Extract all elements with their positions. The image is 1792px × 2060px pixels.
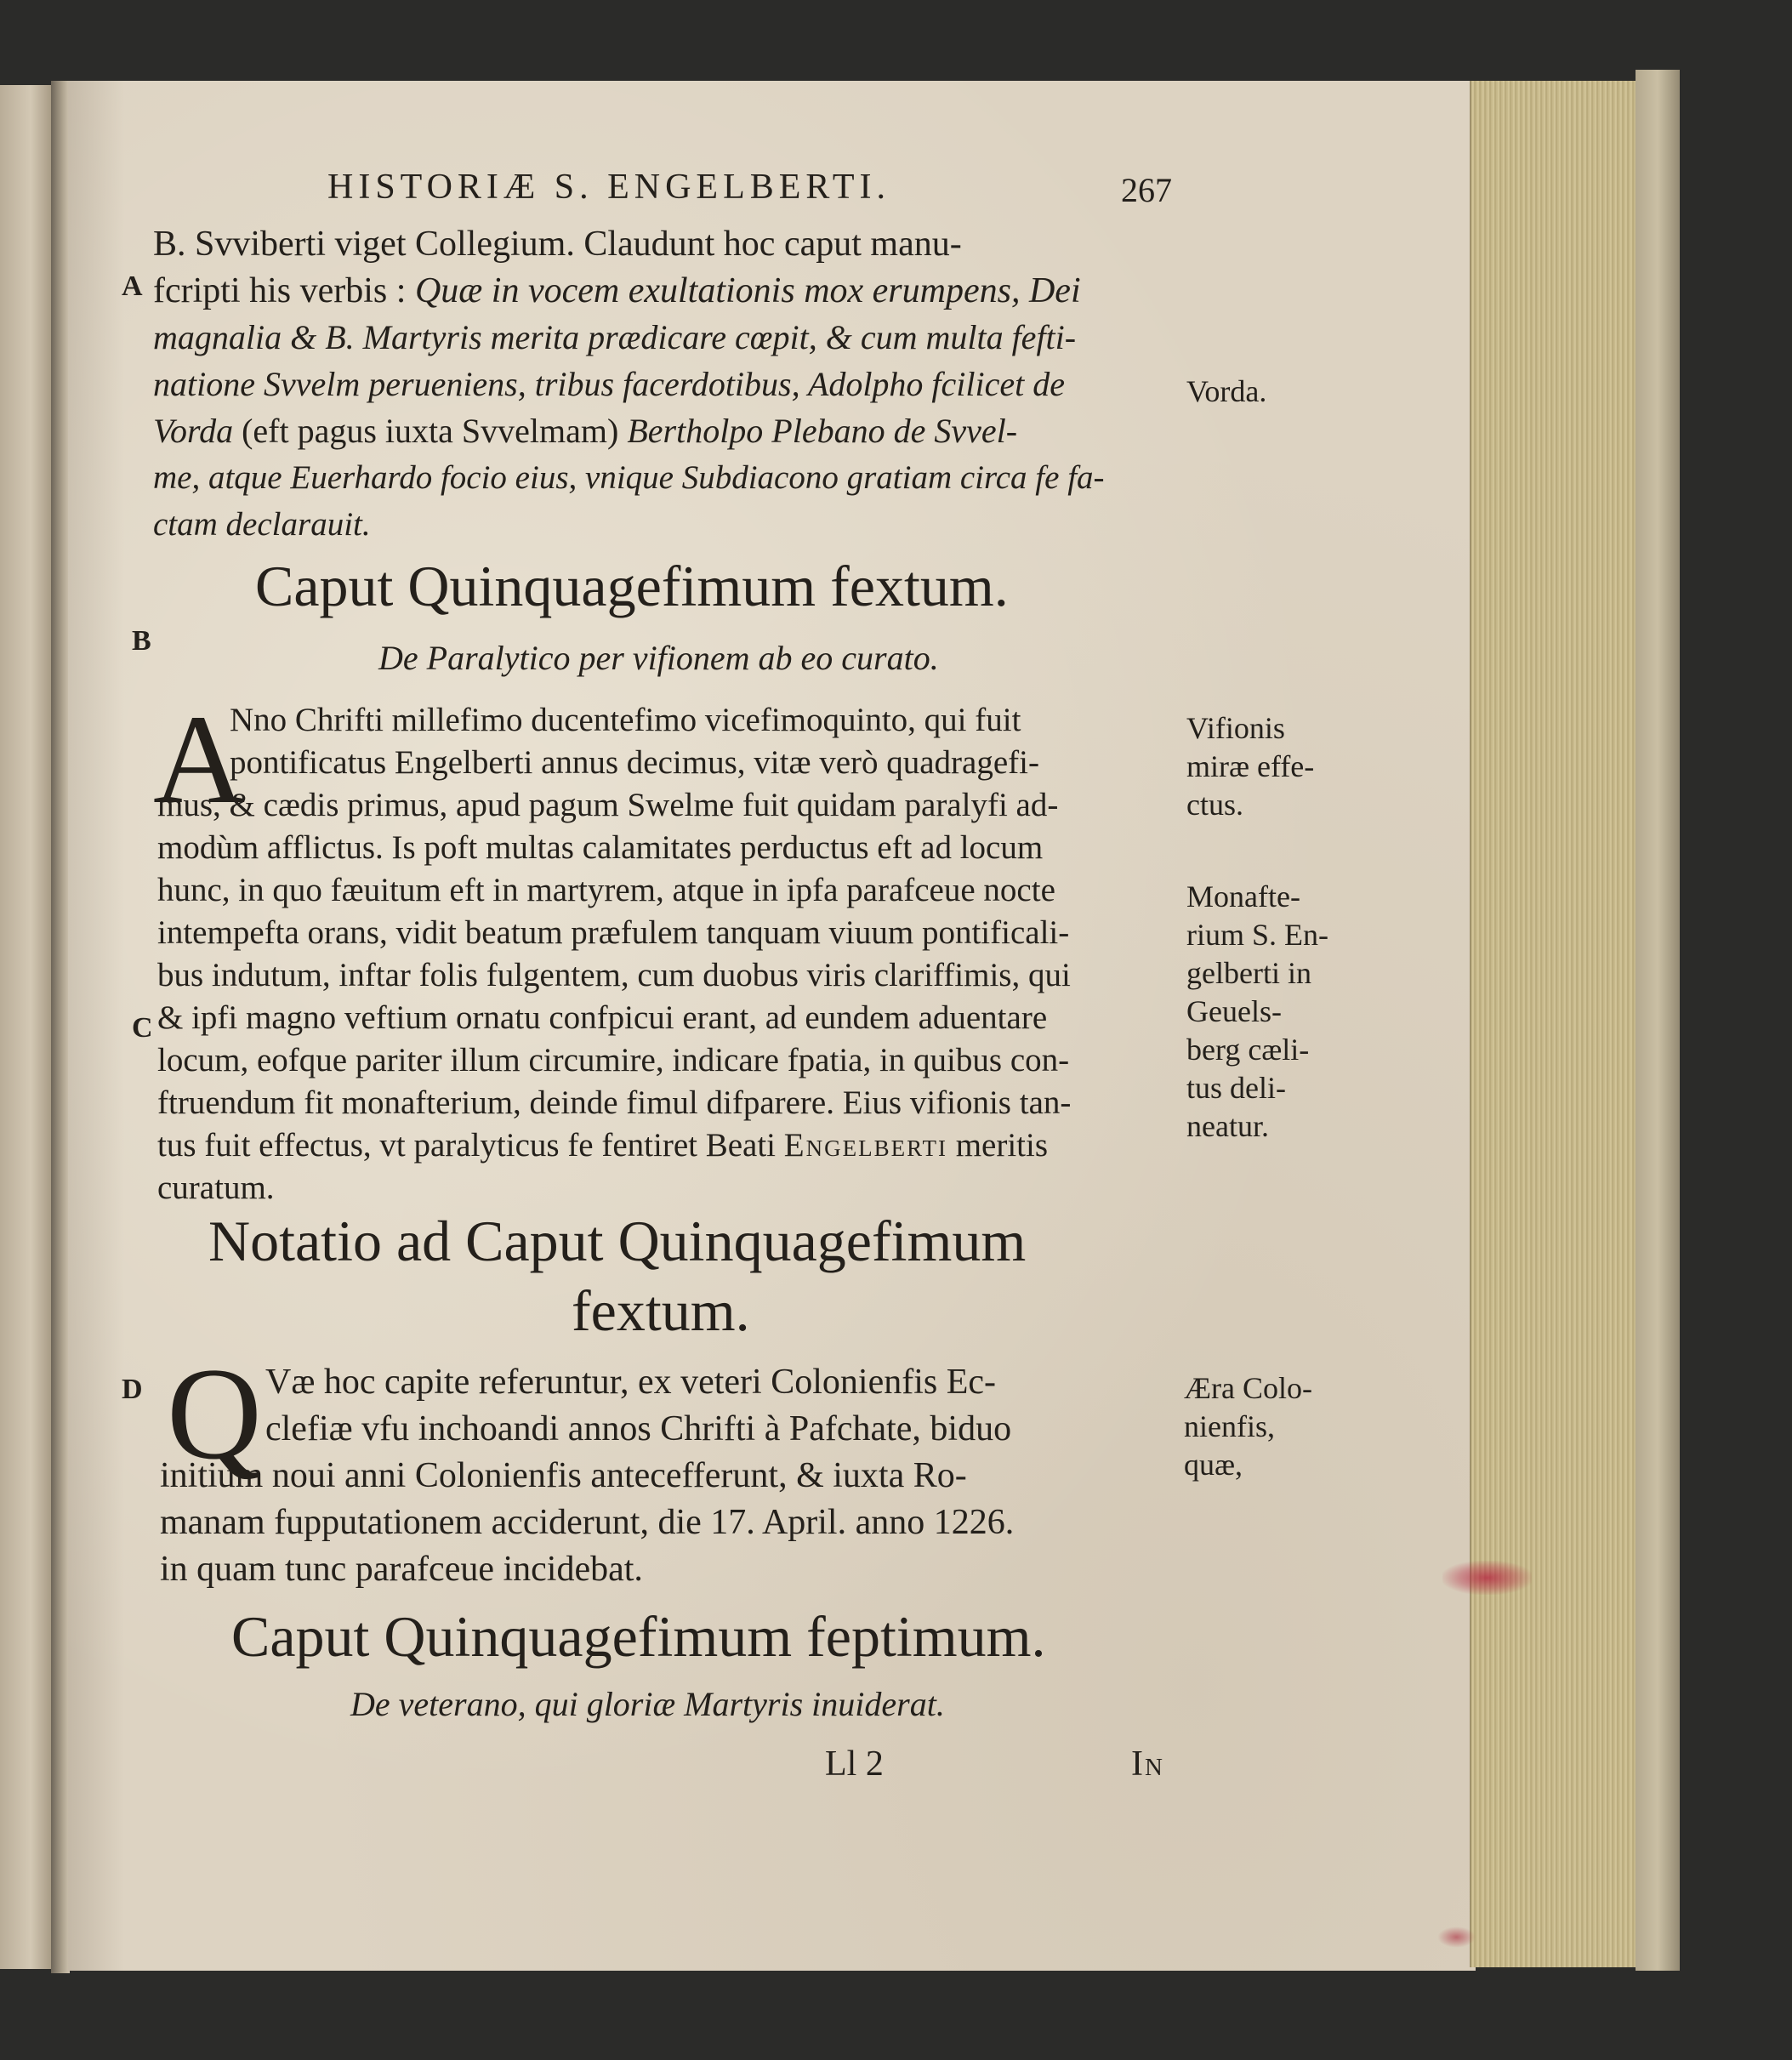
chapter-57-heading: Caput Quinquagefimum feptimum. xyxy=(231,1604,1046,1669)
prev-line-6: me, atque Euerhardo focio eius, vnique Subdiacono gratiam circa fe fa- xyxy=(153,459,1105,496)
ch56-line-1: Nno Chrifti millefimo ducentefimo vicefimoquinto, qui fuit xyxy=(230,702,1021,738)
notatio-line-5: in quam tunc parafceue incidebat. xyxy=(160,1550,643,1589)
ch56-line-9: locum, eofque pariter illum circumire, indicare fpatia, in quibus con- xyxy=(157,1042,1070,1078)
signature-mark: Ll 2 xyxy=(825,1744,884,1784)
prev-line-2a: fcripti his verbis : xyxy=(153,271,407,310)
notatio-line-1: Væ hoc capite referuntur, ex veteri Colonienfis Ec- xyxy=(265,1363,996,1402)
ch56-line-6: intempefta orans, vidit beatum præfulem tanquam viuum pontificali- xyxy=(157,914,1070,951)
side-note-vorda: Vorda. xyxy=(1186,374,1267,408)
side-note-monasterium-2: rium S. En- xyxy=(1186,918,1328,952)
ch56-line-4: modùm afflictus. Is poft multas calamitates perductus eft ad locum xyxy=(157,829,1044,866)
side-note-monasterium-3: gelberti in xyxy=(1186,956,1311,990)
prev-line-5a: Vorda xyxy=(153,412,234,450)
ch56-line-11a: tus fuit effectus, vt paralyticus fe fentiret Beati xyxy=(157,1127,777,1164)
notatio-line-3: initium noui anni Colonienfis antecefferunt, & iuxta Ro- xyxy=(160,1456,967,1495)
notatio-heading-line-1: Notatio ad Caput Quinquagefimum xyxy=(208,1209,1027,1273)
side-note-monasterium-6: tus deli- xyxy=(1186,1071,1286,1105)
prev-line-5c: Bertholpo Plebano de Svvel- xyxy=(627,412,1018,450)
ch56-line-5: hunc, in quo fæuitum eft in martyrem, atque in ipfa parafceue nocte xyxy=(157,872,1055,908)
catchword: In xyxy=(1131,1744,1164,1784)
book-gutter xyxy=(51,81,70,1973)
prev-line-5 xyxy=(153,410,1017,452)
chapter-56-heading: Caput Quinquagefimum fextum. xyxy=(255,554,1009,618)
page-block-edge xyxy=(1470,81,1637,1967)
ch56-line-7: bus indutum, inftar folis fulgentem, cum duobus viris clariffimis, qui xyxy=(157,957,1071,993)
dropcap-a: A xyxy=(153,689,246,830)
ch56-line-11c: meritis xyxy=(955,1127,1049,1164)
ch56-line-11 xyxy=(157,1124,1048,1167)
side-note-monasterium-7: neatur. xyxy=(1186,1109,1269,1143)
notatio-heading-line-2: fextum. xyxy=(572,1278,750,1343)
engelberti-smallcaps: Engelberti xyxy=(783,1127,947,1164)
side-note-monasterium-1: Monafte- xyxy=(1186,879,1300,913)
prev-line-2 xyxy=(153,270,1081,312)
side-note-aera-3: quæ, xyxy=(1184,1448,1243,1482)
side-note-monasterium-4: Geuels- xyxy=(1186,994,1282,1028)
page-number: 267 xyxy=(1121,171,1172,209)
margin-letter-a: A xyxy=(122,270,143,302)
ch56-line-12: curatum. xyxy=(157,1169,275,1206)
side-note-visionis-3: ctus. xyxy=(1186,788,1243,822)
side-note-visionis-1: Vifionis xyxy=(1186,711,1285,745)
prev-line-5b: (eft pagus iuxta Svvelmam) xyxy=(242,412,619,450)
chapter-56-subheading: De Paralytico per vifionem ab eo curato. xyxy=(378,639,939,677)
running-header: HISTORIÆ S. ENGELBERTI. xyxy=(327,168,891,207)
ch56-line-2: pontificatus Engelberti annus decimus, vitæ verò quadragefi- xyxy=(230,744,1039,781)
prev-line-7: ctam declarauit. xyxy=(153,506,371,543)
ch56-line-8: & ipfi magno veftium ornatu confpicui erant, ad eundem aduentare xyxy=(157,999,1048,1036)
ch56-line-10: ftruendum fit monafterium, deinde fimul difparere. Eius vifionis tan- xyxy=(157,1084,1072,1121)
cover-edge xyxy=(1636,70,1680,1971)
prev-line-3: magnalia & B. Martyris merita prædicare cœpit, & cum multa fefti- xyxy=(153,318,1077,356)
prev-line-2b: Quæ in vocem exultationis mox erumpens, Dei xyxy=(414,271,1081,310)
side-note-visionis-2: miræ effe- xyxy=(1186,749,1315,783)
margin-letter-c: C xyxy=(132,1012,153,1044)
dropcap-q: Q xyxy=(167,1340,262,1487)
side-note-aera-1: Æra Colo- xyxy=(1184,1371,1312,1405)
side-note-monasterium-5: berg cæli- xyxy=(1186,1033,1310,1067)
red-stain xyxy=(1442,1561,1532,1595)
notatio-line-2: clefiæ vfu inchoandi annos Chrifti à Pafchate, biduo xyxy=(265,1409,1012,1448)
chapter-57-subheading: De veterano, qui gloriæ Martyris inuiderat. xyxy=(350,1685,945,1723)
prev-line-4: natione Svvelm perueniens, tribus facerdotibus, Adolpho fcilicet de xyxy=(153,365,1066,403)
margin-letter-b: B xyxy=(132,625,151,657)
margin-letter-d: D xyxy=(122,1374,143,1405)
red-stain-small xyxy=(1437,1926,1476,1948)
prev-line-1: B. Svviberti viget Collegium. Claudunt hoc caput manu- xyxy=(153,225,962,264)
ch56-line-3: mus, & cædis primus, apud pagum Swelme fuit quidam paralyfi ad- xyxy=(157,787,1059,823)
notatio-line-4: manam fupputationem acciderunt, die 17. April. anno 1226. xyxy=(160,1503,1015,1542)
side-note-aera-2: nienfis, xyxy=(1184,1409,1275,1443)
previous-page-edge xyxy=(0,85,54,1969)
